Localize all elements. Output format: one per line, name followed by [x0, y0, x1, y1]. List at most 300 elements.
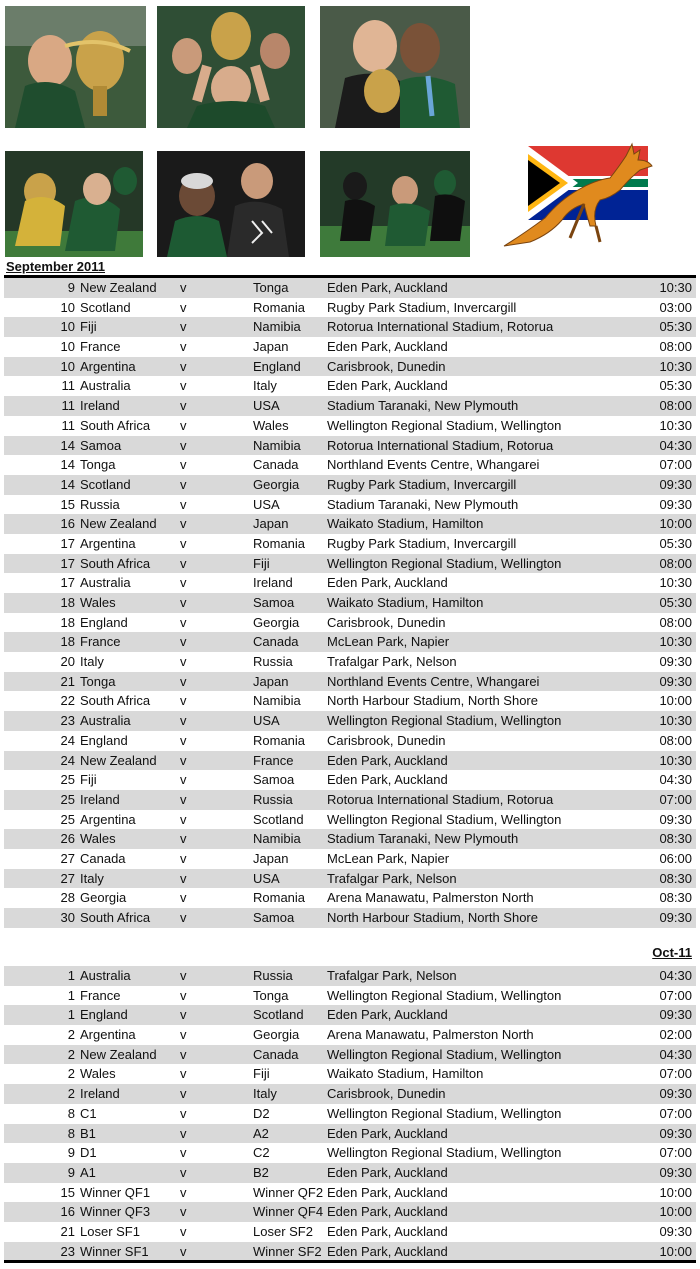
match-day: 2	[67, 1066, 75, 1082]
home-team: England	[80, 1007, 128, 1023]
kickoff-time: 06:00	[659, 850, 692, 866]
table-row	[4, 1025, 696, 1045]
away-team: Namibia	[253, 693, 301, 709]
kickoff-time: 08:00	[659, 555, 692, 571]
venue: Rotorua International Stadium, Rotorua	[327, 791, 554, 807]
versus-label: v	[180, 910, 187, 925]
venue: Rugby Park Stadium, Invercargill	[327, 535, 517, 551]
photo-scrum-action	[5, 151, 143, 257]
kickoff-time: 09:30	[659, 673, 692, 689]
home-team: South Africa	[80, 417, 151, 433]
away-team: Romania	[253, 732, 306, 748]
home-team: South Africa	[80, 910, 151, 925]
venue: Eden Park, Auckland	[327, 1223, 448, 1239]
table-row	[4, 731, 696, 751]
versus-label: v	[180, 496, 187, 512]
match-day: 9	[67, 1145, 75, 1161]
photo-trophy-celebration	[157, 6, 305, 128]
away-team: Japan	[253, 516, 289, 532]
venue: McLean Park, Napier	[327, 634, 450, 650]
home-team: D1	[80, 1145, 97, 1161]
table-row	[4, 751, 696, 771]
table-row	[4, 1124, 696, 1144]
match-day: 21	[60, 673, 75, 689]
home-team: Wales	[80, 1066, 116, 1082]
venue: Northland Events Centre, Whangarei	[327, 457, 540, 473]
table-row	[4, 317, 696, 337]
versus-label: v	[180, 870, 187, 886]
photo-match-tackle	[320, 151, 470, 257]
venue: Wellington Regional Stadium, Wellington	[327, 811, 562, 827]
match-day: 17	[60, 555, 75, 571]
home-team: Samoa	[80, 437, 122, 453]
away-team: France	[253, 752, 294, 768]
kickoff-time: 08:00	[659, 398, 692, 414]
versus-label: v	[180, 476, 187, 492]
away-team: Georgia	[253, 614, 300, 630]
table-row	[4, 986, 696, 1006]
home-team: B1	[80, 1125, 96, 1141]
table-row	[4, 1064, 696, 1084]
away-team: Canada	[253, 457, 299, 473]
table-row	[4, 888, 696, 908]
table-row	[4, 908, 696, 928]
versus-label: v	[180, 1223, 187, 1239]
kickoff-time: 09:30	[659, 1007, 692, 1023]
kickoff-time: 08:00	[659, 732, 692, 748]
match-day: 21	[60, 1223, 75, 1239]
home-team: A1	[80, 1164, 96, 1180]
versus-label: v	[180, 516, 187, 532]
versus-label: v	[180, 614, 187, 630]
match-day: 25	[60, 811, 75, 827]
kickoff-time: 05:30	[659, 595, 692, 610]
away-team: Namibia	[253, 319, 301, 335]
home-team: South Africa	[80, 693, 151, 709]
table-row	[4, 455, 696, 475]
versus-label: v	[180, 398, 187, 414]
kickoff-time: 02:00	[659, 1027, 692, 1043]
venue: Carisbrook, Dunedin	[327, 732, 446, 748]
away-team: Canada	[253, 634, 299, 650]
match-day: 8	[67, 1125, 75, 1141]
match-day: 20	[60, 654, 75, 670]
versus-label: v	[180, 1086, 187, 1102]
home-team: France	[80, 987, 121, 1003]
match-day: 15	[60, 1184, 75, 1200]
section-title-september: September 2011	[6, 259, 106, 274]
table-row	[4, 691, 696, 711]
versus-label: v	[180, 850, 187, 866]
match-day: 14	[60, 457, 75, 473]
away-team: Russia	[253, 791, 293, 807]
away-team: USA	[253, 398, 280, 414]
table-row	[4, 869, 696, 889]
match-day: 24	[60, 732, 75, 748]
home-team: New Zealand	[80, 280, 157, 295]
home-team: New Zealand	[80, 752, 157, 768]
away-team: Winner QF4	[253, 1204, 324, 1220]
away-team: Japan	[253, 673, 289, 689]
kickoff-time: 04:30	[659, 968, 692, 983]
kickoff-time: 07:00	[659, 1145, 692, 1161]
home-team: Canada	[80, 850, 126, 866]
versus-label: v	[180, 791, 187, 807]
kickoff-time: 10:00	[659, 1204, 692, 1220]
away-team: Namibia	[253, 437, 301, 453]
match-day: 14	[60, 476, 75, 492]
away-team: Tonga	[253, 280, 289, 295]
away-team: Ireland	[253, 575, 293, 591]
versus-label: v	[180, 437, 187, 453]
kickoff-time: 10:30	[659, 634, 692, 650]
venue: North Harbour Stadium, North Shore	[327, 693, 538, 709]
versus-label: v	[180, 1204, 187, 1220]
venue: Eden Park, Auckland	[327, 339, 448, 355]
springbok-flag-logo	[500, 138, 660, 250]
away-team: Italy	[253, 1086, 277, 1102]
table-row	[4, 1143, 696, 1163]
table-row	[4, 376, 696, 396]
match-day: 28	[60, 890, 75, 906]
match-day: 17	[60, 575, 75, 591]
away-team: A2	[253, 1125, 269, 1141]
home-team: Italy	[80, 870, 104, 886]
versus-label: v	[180, 280, 187, 295]
versus-label: v	[180, 732, 187, 748]
venue: Trafalgar Park, Nelson	[327, 968, 457, 983]
away-team: Wales	[253, 417, 289, 433]
match-day: 18	[60, 634, 75, 650]
away-team: Romania	[253, 535, 306, 551]
table-row	[4, 1183, 696, 1203]
venue: Eden Park, Auckland	[327, 1125, 448, 1141]
kickoff-time: 09:30	[659, 1223, 692, 1239]
kickoff-time: 10:30	[659, 280, 692, 295]
match-day: 14	[60, 437, 75, 453]
kickoff-time: 09:30	[659, 1086, 692, 1102]
away-team: Samoa	[253, 772, 295, 788]
away-team: Fiji	[253, 1066, 270, 1082]
match-day: 23	[60, 713, 75, 729]
match-day: 16	[60, 1204, 75, 1220]
away-team: Romania	[253, 890, 306, 906]
versus-label: v	[180, 575, 187, 591]
kickoff-time: 07:00	[659, 1105, 692, 1121]
versus-label: v	[180, 890, 187, 906]
venue: Eden Park, Auckland	[327, 1184, 448, 1200]
home-team: Winner QF3	[80, 1204, 151, 1220]
venue: Waikato Stadium, Hamilton	[327, 1066, 484, 1082]
away-team: Russia	[253, 654, 293, 670]
kickoff-time: 08:00	[659, 339, 692, 355]
table-row	[4, 1045, 696, 1065]
home-team: Wales	[80, 595, 116, 610]
venue: Rotorua International Stadium, Rotorua	[327, 437, 554, 453]
kickoff-time: 07:00	[659, 987, 692, 1003]
home-team: Australia	[80, 713, 131, 729]
kickoff-time: 08:30	[659, 870, 692, 886]
match-day: 27	[60, 850, 75, 866]
table-row	[4, 1005, 696, 1025]
match-day: 1	[67, 968, 75, 983]
home-team: Wales	[80, 831, 116, 847]
kickoff-time: 10:00	[659, 1243, 692, 1259]
versus-label: v	[180, 772, 187, 788]
home-team: Australia	[80, 575, 131, 591]
table-row	[4, 357, 696, 377]
home-team: South Africa	[80, 555, 151, 571]
away-team: Japan	[253, 339, 289, 355]
home-team: France	[80, 634, 121, 650]
kickoff-time: 10:30	[659, 417, 692, 433]
kickoff-time: 09:30	[659, 1125, 692, 1141]
photo-trophy-kiss-coaches	[320, 6, 470, 128]
away-team: B2	[253, 1164, 269, 1180]
match-day: 11	[61, 417, 75, 433]
table-row	[4, 396, 696, 416]
venue: Wellington Regional Stadium, Wellington	[327, 1046, 562, 1062]
versus-label: v	[180, 968, 187, 983]
home-team: Argentina	[80, 1027, 136, 1043]
table-row	[4, 1222, 696, 1242]
venue: Carisbrook, Dunedin	[327, 614, 446, 630]
versus-label: v	[180, 535, 187, 551]
venue: Eden Park, Auckland	[327, 1243, 448, 1259]
match-day: 2	[67, 1046, 75, 1062]
versus-label: v	[180, 713, 187, 729]
away-team: England	[253, 358, 301, 374]
venue: Rotorua International Stadium, Rotorua	[327, 319, 554, 335]
away-team: Tonga	[253, 987, 289, 1003]
table-row	[4, 495, 696, 515]
home-team: New Zealand	[80, 1046, 157, 1062]
home-team: England	[80, 732, 128, 748]
table-row	[4, 770, 696, 790]
versus-label: v	[180, 1184, 187, 1200]
fixtures-table-october	[4, 966, 696, 1261]
venue: Eden Park, Auckland	[327, 575, 448, 591]
away-team: Samoa	[253, 910, 295, 925]
match-day: 25	[60, 772, 75, 788]
versus-label: v	[180, 1027, 187, 1043]
match-day: 23	[60, 1243, 75, 1259]
away-team: Georgia	[253, 476, 300, 492]
photo-mandela-fans	[157, 151, 305, 257]
away-team: Russia	[253, 968, 293, 983]
kickoff-time: 10:00	[659, 1184, 692, 1200]
match-day: 10	[60, 319, 75, 335]
kickoff-time: 10:00	[659, 693, 692, 709]
home-team: C1	[80, 1105, 97, 1121]
table-row	[4, 337, 696, 357]
venue: Trafalgar Park, Nelson	[327, 654, 457, 670]
versus-label: v	[180, 555, 187, 571]
home-team: Scotland	[80, 299, 131, 315]
venue: Wellington Regional Stadium, Wellington	[327, 713, 562, 729]
versus-label: v	[180, 831, 187, 847]
home-team: Tonga	[80, 673, 116, 689]
versus-label: v	[180, 319, 187, 335]
versus-label: v	[180, 1145, 187, 1161]
kickoff-time: 05:30	[659, 535, 692, 551]
away-team: USA	[253, 870, 280, 886]
venue: Rugby Park Stadium, Invercargill	[327, 299, 517, 315]
venue: Arena Manawatu, Palmerston North	[327, 1027, 534, 1043]
table-row	[4, 849, 696, 869]
kickoff-time: 09:30	[659, 910, 692, 925]
away-team: Georgia	[253, 1027, 300, 1043]
match-day: 1	[67, 987, 75, 1003]
match-day: 2	[67, 1086, 75, 1102]
match-day: 26	[60, 831, 75, 847]
table-row	[4, 1202, 696, 1222]
home-team: Argentina	[80, 535, 136, 551]
venue: North Harbour Stadium, North Shore	[327, 910, 538, 925]
table-row	[4, 790, 696, 810]
match-day: 10	[60, 339, 75, 355]
kickoff-time: 08:30	[659, 890, 692, 906]
table-row	[4, 475, 696, 495]
home-team: Ireland	[80, 791, 120, 807]
home-team: Australia	[80, 378, 131, 394]
venue: Carisbrook, Dunedin	[327, 358, 446, 374]
away-team: Winner SF2	[253, 1243, 322, 1259]
match-day: 24	[60, 752, 75, 768]
venue: Eden Park, Auckland	[327, 378, 448, 394]
home-team: Loser SF1	[80, 1223, 140, 1239]
versus-label: v	[180, 1066, 187, 1082]
kickoff-time: 05:30	[659, 319, 692, 335]
venue: Trafalgar Park, Nelson	[327, 870, 457, 886]
versus-label: v	[180, 752, 187, 768]
table-row	[4, 829, 696, 849]
section-rule-bottom	[4, 1260, 696, 1263]
versus-label: v	[180, 1125, 187, 1141]
venue: Wellington Regional Stadium, Wellington	[327, 1105, 562, 1121]
table-row	[4, 1084, 696, 1104]
match-day: 2	[67, 1027, 75, 1043]
kickoff-time: 10:30	[659, 358, 692, 374]
away-team: Samoa	[253, 595, 295, 610]
table-row	[4, 966, 696, 986]
venue: Eden Park, Auckland	[327, 1007, 448, 1023]
venue: Wellington Regional Stadium, Wellington	[327, 417, 562, 433]
table-row	[4, 554, 696, 574]
section-title-october: Oct-11	[652, 945, 692, 960]
match-day: 9	[67, 280, 75, 295]
away-team: Winner QF2	[253, 1184, 324, 1200]
versus-label: v	[180, 1046, 187, 1062]
home-team: England	[80, 614, 128, 630]
match-day: 9	[67, 1164, 75, 1180]
home-team: Fiji	[80, 772, 97, 788]
table-row	[4, 278, 696, 298]
home-team: Russia	[80, 496, 120, 512]
venue: Rugby Park Stadium, Invercargill	[327, 476, 517, 492]
venue: Eden Park, Auckland	[327, 1164, 448, 1180]
versus-label: v	[180, 595, 187, 610]
home-team: Tonga	[80, 457, 116, 473]
table-row	[4, 652, 696, 672]
home-team: Ireland	[80, 398, 120, 414]
away-team: Canada	[253, 1046, 299, 1062]
venue: Wellington Regional Stadium, Wellington	[327, 555, 562, 571]
kickoff-time: 09:30	[659, 654, 692, 670]
home-team: Scotland	[80, 476, 131, 492]
away-team: Romania	[253, 299, 306, 315]
away-team: Namibia	[253, 831, 301, 847]
match-day: 25	[60, 791, 75, 807]
kickoff-time: 04:30	[659, 772, 692, 788]
versus-label: v	[180, 299, 187, 315]
table-row	[4, 593, 696, 613]
venue: Eden Park, Auckland	[327, 280, 448, 295]
versus-label: v	[180, 1164, 187, 1180]
kickoff-time: 10:30	[659, 752, 692, 768]
venue: Stadium Taranaki, New Plymouth	[327, 398, 519, 414]
away-team: Italy	[253, 378, 277, 394]
versus-label: v	[180, 457, 187, 473]
match-day: 22	[60, 693, 75, 709]
kickoff-time: 07:00	[659, 457, 692, 473]
away-team: USA	[253, 496, 280, 512]
table-row	[4, 1242, 696, 1262]
home-team: Argentina	[80, 811, 136, 827]
match-day: 30	[60, 910, 75, 925]
venue: McLean Park, Napier	[327, 850, 450, 866]
away-team: Fiji	[253, 555, 270, 571]
home-team: France	[80, 339, 121, 355]
versus-label: v	[180, 634, 187, 650]
venue: Eden Park, Auckland	[327, 772, 448, 788]
versus-label: v	[180, 358, 187, 374]
table-row	[4, 672, 696, 692]
versus-label: v	[180, 1007, 187, 1023]
versus-label: v	[180, 811, 187, 827]
home-team: New Zealand	[80, 516, 157, 532]
kickoff-time: 09:30	[659, 811, 692, 827]
venue: Wellington Regional Stadium, Wellington	[327, 987, 562, 1003]
home-team: Ireland	[80, 1086, 120, 1102]
home-team: Italy	[80, 654, 104, 670]
home-team: Georgia	[80, 890, 127, 906]
kickoff-time: 09:30	[659, 496, 692, 512]
table-row	[4, 298, 696, 318]
match-day: 27	[60, 870, 75, 886]
versus-label: v	[180, 1105, 187, 1121]
venue: Stadium Taranaki, New Plymouth	[327, 496, 519, 512]
home-team: Argentina	[80, 358, 136, 374]
kickoff-time: 07:00	[659, 1066, 692, 1082]
kickoff-time: 05:30	[659, 378, 692, 394]
venue: Wellington Regional Stadium, Wellington	[327, 1145, 562, 1161]
table-row	[4, 514, 696, 534]
venue: Waikato Stadium, Hamilton	[327, 595, 484, 610]
versus-label: v	[180, 1243, 187, 1259]
away-team: USA	[253, 713, 280, 729]
kickoff-time: 08:00	[659, 614, 692, 630]
venue: Waikato Stadium, Hamilton	[327, 516, 484, 532]
venue: Stadium Taranaki, New Plymouth	[327, 831, 519, 847]
match-day: 16	[60, 516, 75, 532]
match-day: 10	[60, 358, 75, 374]
match-day: 11	[61, 398, 75, 414]
kickoff-time: 09:30	[659, 1164, 692, 1180]
versus-label: v	[180, 417, 187, 433]
versus-label: v	[180, 673, 187, 689]
venue: Carisbrook, Dunedin	[327, 1086, 446, 1102]
